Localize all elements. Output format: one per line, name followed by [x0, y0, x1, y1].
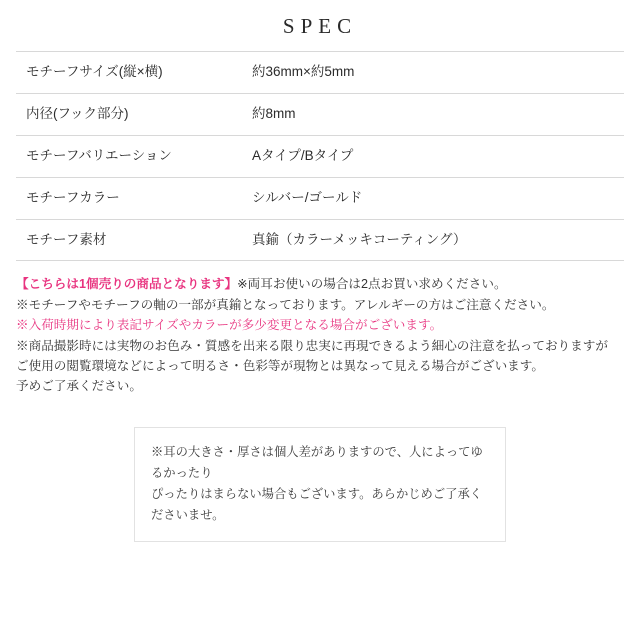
spec-value: 真鍮（カラーメッキコーティング）	[252, 231, 467, 247]
note-line-1-rest: ※両耳お使いの場合は2点お買い求めください。	[237, 277, 507, 292]
notes-block	[16, 261, 624, 396]
page-title: SPEC	[282, 14, 358, 38]
spec-label: モチーフサイズ(縦×横)	[26, 64, 163, 79]
note-line-3: ※入荷時期により表記サイズやカラーが多少変更となる場合がございます。	[16, 318, 443, 333]
spec-value: 約8mm	[252, 105, 296, 121]
spec-label: 内径(フック部分)	[26, 105, 129, 121]
note-box	[134, 427, 506, 543]
spec-label: モチーフバリエーション	[26, 147, 172, 163]
table-row	[16, 135, 624, 177]
note-highlight-single-sale: 【こちらは1個売りの商品となります】	[16, 277, 238, 292]
note-line-1	[16, 274, 624, 294]
note-box-line-1: ※耳の大きさ・厚さは個人差がありますので、人によってゆるかったり	[151, 444, 483, 480]
note-line-4: ※商品撮影時には実物のお色み・質感を出来る限り忠実に再現できるよう細心の注意を払っておりますが	[16, 338, 608, 353]
table-row	[16, 219, 624, 261]
note-line-5: ご使用の閲覧環境などによって明るさ・色彩等が現物とは異なって見える場合がございます。	[16, 359, 544, 374]
spec-label: モチーフ素材	[26, 231, 107, 247]
spec-value: シルバー/ゴールド	[252, 189, 363, 205]
note-box-line-2: ぴったりはまらない場合もございます。あらかじめご了承くださいませ。	[151, 487, 483, 523]
table-row	[16, 177, 624, 219]
table-row	[16, 52, 624, 94]
note-line-2: ※モチーフやモチーフの軸の一部が真鍮となっております。アレルギーの方はご注意ください。	[16, 297, 555, 312]
spec-value: Aタイプ/Bタイプ	[252, 147, 354, 163]
table-row	[16, 93, 624, 135]
spec-label: モチーフカラー	[26, 189, 120, 205]
spec-table	[16, 51, 624, 261]
note-box-wrapper	[16, 397, 624, 543]
spec-value: 約36mm×約5mm	[252, 64, 355, 79]
note-line-6: 予めご了承ください。	[16, 379, 142, 394]
